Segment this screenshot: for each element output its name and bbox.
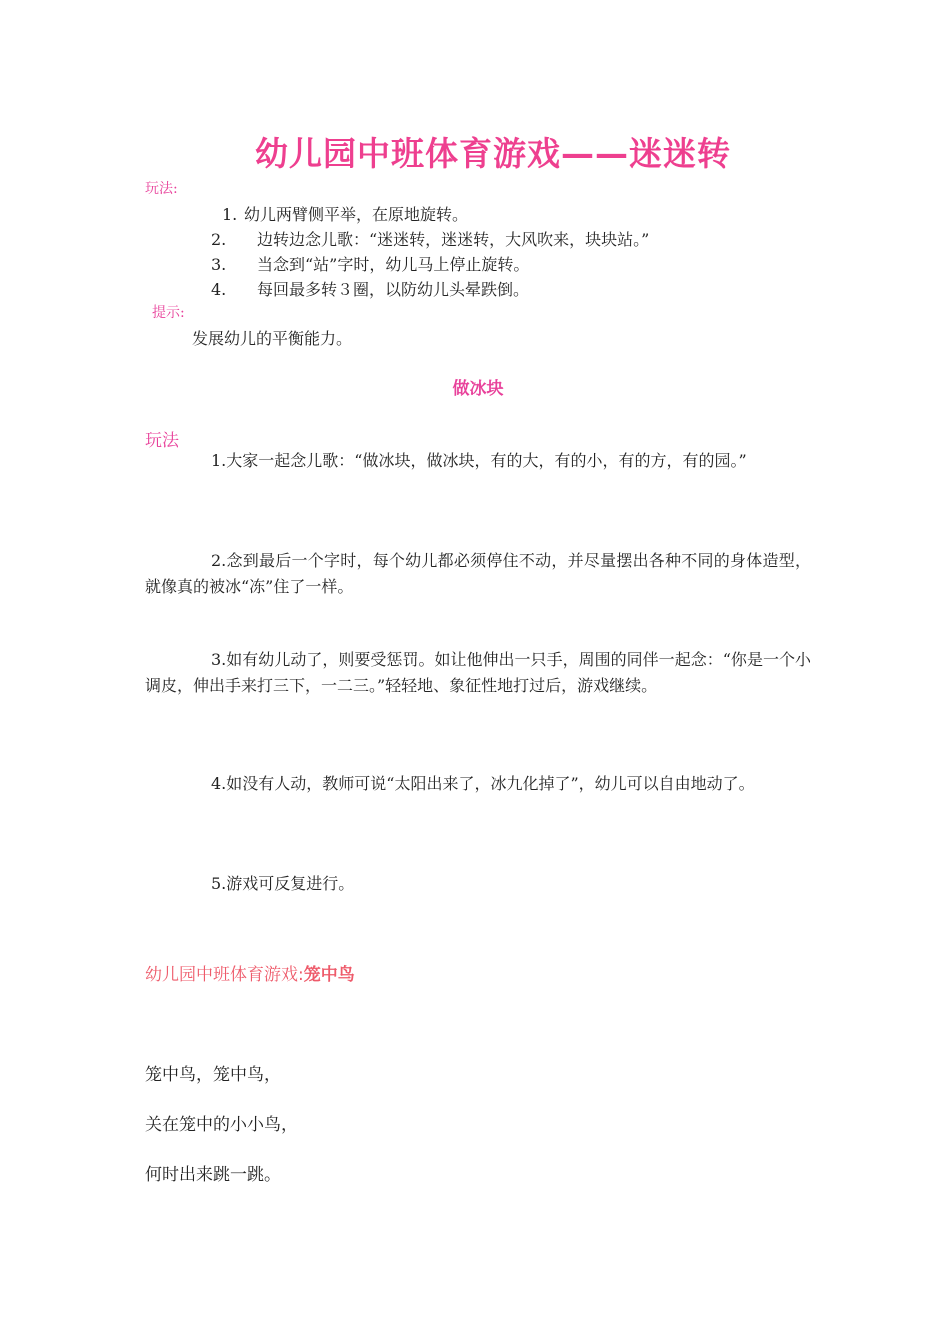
verse-line: 笼中鸟，笼中鸟， <box>145 1065 281 1085</box>
section-heading <box>145 960 355 985</box>
list-item <box>211 227 649 250</box>
list-item-number: 4. <box>211 280 227 299</box>
section-heading-prefix: 幼儿园中班体育游戏: <box>145 965 304 985</box>
list-item <box>222 202 468 225</box>
verse-line: 何时出来跳一跳。 <box>145 1165 281 1185</box>
list-item-number: 1. <box>222 205 238 224</box>
section-heading-bold: 笼中鸟 <box>303 965 355 985</box>
tip-text: 发展幼儿的平衡能力。 <box>192 329 353 348</box>
paragraph: 2.念到最后一个字时，每个幼儿都必须停住不动，并尽量摆出各种不同的身体造型，就像真的被冰“冻”住了一样。 <box>145 551 811 596</box>
tip-label: 提示: <box>152 305 185 321</box>
paragraph: 4.如没有人动，教师可说“太阳出来了，冰九化掉了”，幼儿可以自由地动了。 <box>211 774 755 793</box>
paragraph: 5.游戏可反复进行。 <box>211 874 355 893</box>
play-label: 玩法 <box>145 431 179 451</box>
section-heading: 做冰块 <box>452 379 504 399</box>
verse-line: 关在笼中的小小鸟， <box>145 1115 298 1135</box>
list-item-text: 幼儿两臂侧平举，在原地旋转。 <box>244 205 469 224</box>
list-item-number: 2. <box>211 230 227 249</box>
play-label: 玩法: <box>145 181 178 197</box>
list-item-number: 3. <box>211 255 227 274</box>
paragraph: 3.如有幼儿动了，则要受惩罚。如让他伸出一只手，周围的同伴一起念：“你是一个小调皮，伸出手来打三下，一二三。”轻轻地、象征性地打过后，游戏继续。 <box>145 650 811 695</box>
list-item <box>211 277 529 300</box>
page-title: 幼儿园中班体育游戏——迷迷转 <box>255 134 731 173</box>
list-item-text: 边转边念儿歌：“迷迷转，迷迷转，大风吹来，块块站。” <box>257 230 650 249</box>
paragraph: 1.大家一起念儿歌：“做冰块，做冰块，有的大，有的小，有的方，有的园。” <box>211 451 747 470</box>
list-item-text: 当念到“站”字时，幼儿马上停止旋转。 <box>257 255 530 274</box>
list-item-text: 每回最多转３圈，以防幼儿头晕跌倒。 <box>257 280 530 299</box>
list-item <box>211 252 529 275</box>
